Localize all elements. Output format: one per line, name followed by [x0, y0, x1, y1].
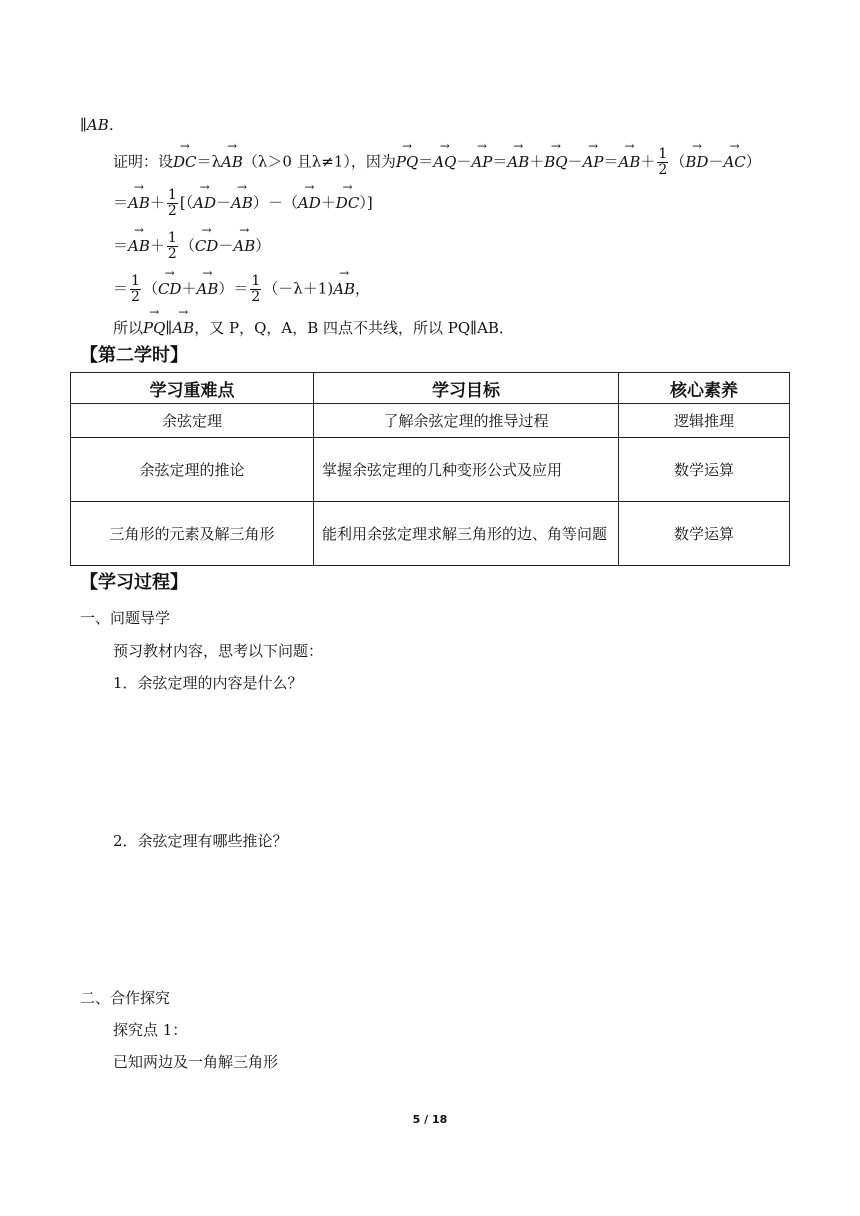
proof-line-4: ＝ $\frac{1}{2}$ （→ CD＋→ AB）＝ $\frac{1}{2}$ （－λ＋1)→ AB，	[113, 274, 370, 305]
explore-point-1: 探究点 1：	[113, 1021, 188, 1039]
proof-line-2: ＝→ AB＋ $\frac{1}{2}$ [（→ AD－→ AB）－（→ AD＋→ DC）]	[113, 188, 373, 219]
vector-cd: → CD	[158, 279, 182, 299]
proof-line-1: 证明：设→ DC＝λ→ AB（λ＞0 且λ≠1），因为→ PQ＝→ AQ－→ AP＝→ AB＋→ BQ－→ AP＝→ AB＋ $\frac{1}{2}$ （→ BD－→ AC）	[113, 147, 761, 178]
vector-dc: → DC	[336, 193, 360, 213]
vector-ac: → AC	[723, 152, 745, 172]
fraction-half: $\frac{1}{2}$	[658, 146, 668, 178]
explore-topic: 已知两边及一角解三角形	[113, 1053, 279, 1071]
fraction-half: $\frac{1}{2}$	[251, 273, 261, 305]
section-heading-learning-process: 【学习过程】	[80, 572, 188, 593]
page-number: 5 / 18	[412, 1113, 448, 1126]
table-header-row	[71, 373, 790, 404]
part1-intro: 预习教材内容，思考以下问题：	[113, 642, 324, 660]
vector-ab: → AB	[507, 152, 529, 172]
vector-ab: → AB	[196, 279, 218, 299]
question-1: 1．余弦定理的内容是什么？	[113, 674, 303, 692]
vector-bd: → BD	[685, 152, 708, 172]
column-header-key-points: 学习重难点	[71, 373, 314, 404]
vector-bq: → BQ	[544, 152, 567, 172]
vector-dc: → DC	[173, 152, 197, 172]
table-cell: 数学运算	[619, 438, 790, 502]
proof-line-3: ＝→ AB＋ $\frac{1}{2}$ （→ CD－→ AB）	[113, 231, 270, 262]
vector-ab: → AB	[128, 236, 150, 256]
vector-ap: → AP	[583, 152, 604, 172]
table-row	[71, 404, 790, 438]
vector-ab: → AB	[221, 152, 243, 172]
question-2: 2．余弦定理有哪些推论？	[113, 832, 288, 850]
table-cell: 逻辑推理	[619, 404, 790, 438]
vector-pq: → PQ	[396, 152, 418, 172]
proof-line-5: 所以→ PQ∥→ AB，又 P，Q，A，B 四点不共线，所以 PQ∥AB．	[113, 318, 514, 338]
table-cell: 余弦定理的推论	[71, 438, 314, 502]
table-cell: 三角形的元素及解三角形	[71, 502, 314, 566]
vector-ap: → AP	[471, 152, 492, 172]
section-heading-second-period: 【第二学时】	[80, 345, 188, 366]
part1-title: 一、问题导学	[80, 609, 171, 627]
vector-ab: → AB	[619, 152, 641, 172]
column-header-objectives: 学习目标	[314, 373, 619, 404]
fraction-half: $\frac{1}{2}$	[167, 187, 177, 219]
table-row	[71, 438, 790, 502]
part2-title: 二、合作探究	[80, 989, 171, 1007]
table-cell: 能利用余弦定理求解三角形的边、角等问题	[314, 502, 619, 566]
table-cell: 余弦定理	[71, 404, 314, 438]
vector-aq: → AQ	[433, 152, 456, 172]
vector-ab: → AB	[172, 318, 194, 338]
table-row	[71, 502, 790, 566]
fraction-half: $\frac{1}{2}$	[167, 230, 177, 262]
vector-ad: → AD	[298, 193, 321, 213]
vector-pq: → PQ	[143, 318, 165, 338]
vector-ab: → AB	[233, 236, 255, 256]
vector-ad: → AD	[193, 193, 216, 213]
learning-goals-table	[70, 372, 790, 566]
vector-ab: → AB	[128, 193, 150, 213]
vector-cd: → CD	[195, 236, 219, 256]
table-cell: 掌握余弦定理的几种变形公式及应用	[314, 438, 619, 502]
proof-line-0: ∥AB．	[80, 116, 124, 134]
vector-ab: → AB	[333, 279, 355, 299]
fraction-half: $\frac{1}{2}$	[131, 273, 140, 305]
column-header-core-literacy: 核心素养	[619, 373, 790, 404]
table-cell: 了解余弦定理的推导过程	[314, 404, 619, 438]
table-cell: 数学运算	[619, 502, 790, 566]
vector-ab: → AB	[231, 193, 253, 213]
